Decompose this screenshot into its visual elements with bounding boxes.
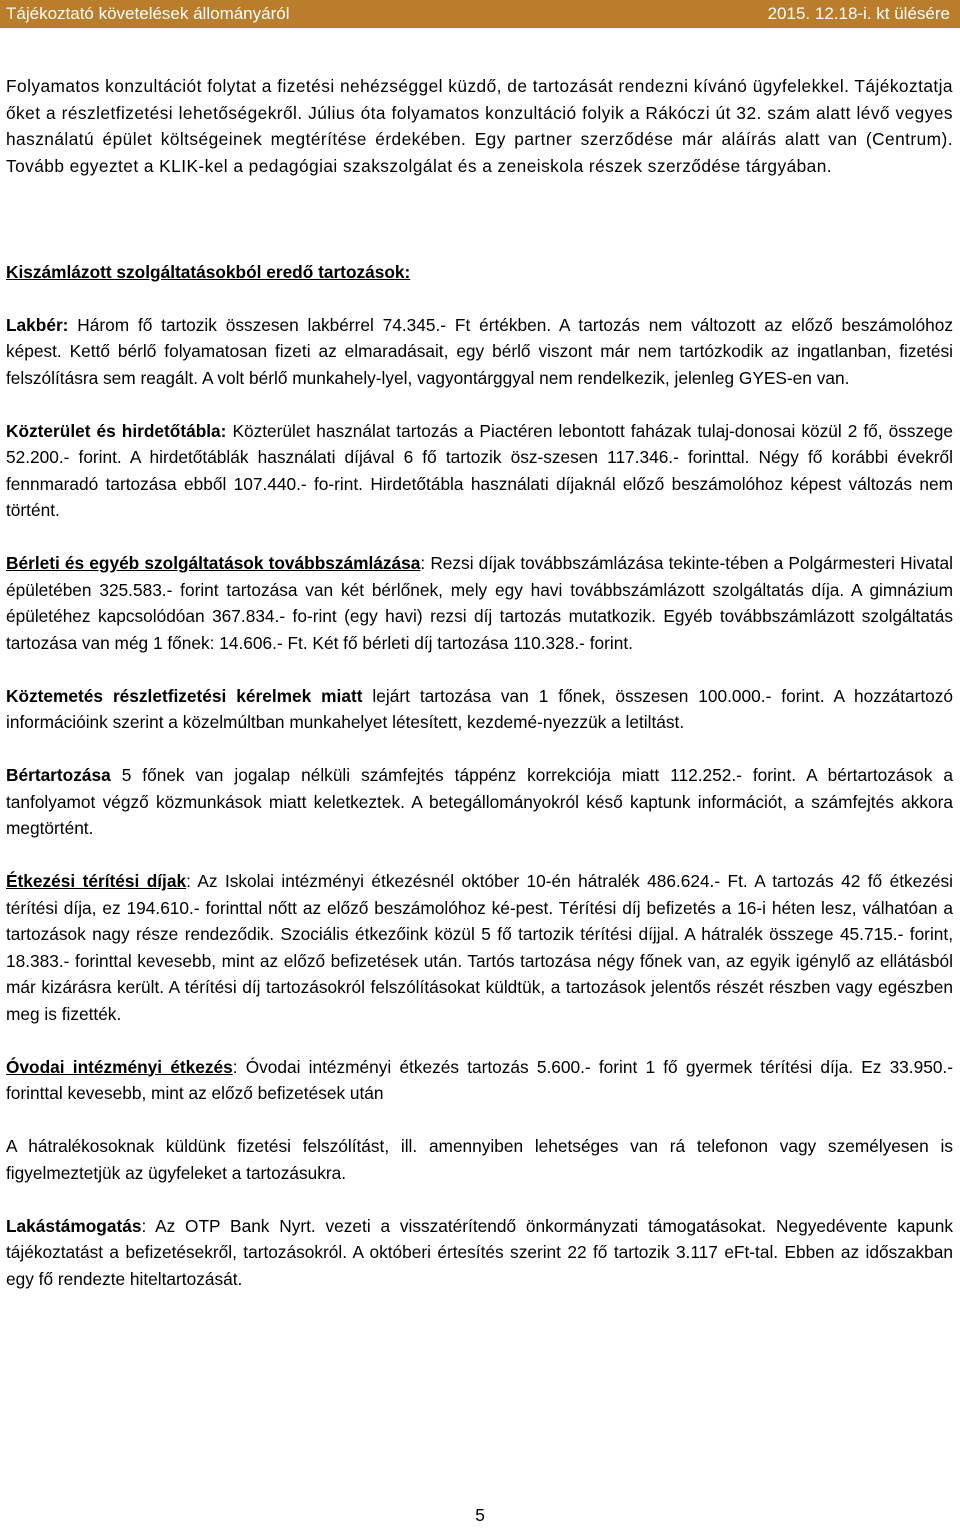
koztemetes-paragraph [6, 683, 953, 736]
ovodai-text: : Óvodai intézményi étkezés tartozás 5.600.- forint 1 fő gyermek térítési díja. Ez 33.950.- forinttal kevesebb, mint az előző befizetések után [6, 1056, 953, 1103]
header-title: Tájékoztató követelések állományáról [6, 4, 290, 23]
bertartozas-paragraph [6, 762, 953, 842]
etkezesi-label: Étkezési térítési díjak [6, 871, 187, 891]
lakastamogatas-paragraph [6, 1213, 953, 1293]
koztemetes-text: lejárt tartozása van 1 főnek, összesen 100.000.- forint. A hozzátartozó információink szerint a közelmúltban munkahelyet létesített, kezdemé-nyezzük a letiltást. [6, 685, 953, 732]
hatralekosok-paragraph: A hátralékosoknak küldünk fizetési felszólítást, ill. amennyiben lehetséges van rá telefonon vagy személyesen is figyelmeztetjük az ügyfeleket a tartozásukra. [6, 1136, 953, 1183]
page-number: 5 [475, 1505, 485, 1525]
lakber-label: Lakbér: [6, 314, 69, 335]
berleti-label: Bérleti és egyéb szolgáltatások továbbszámlázása [6, 553, 421, 573]
berleti-text: : Rezsi díjak továbbszámlázása tekinte-tében a Polgármesteri Hivatal épületében 325.583.- forint tartozása van két bérlőnek, mely egy havi továbbszámlázott szolgáltatás díja. A gimnázium épületéhez kapcsolódóan 367.834.- fo-rint (egy havi) rezsi díj tartozás mutatkozik. Egyéb továbbszámlázott szolgáltatás tartozása van még 1 főnek: 14.606.- Ft. Két fő bérleti díj tartozása 110.328.- forint. [6, 553, 953, 653]
berleti-paragraph [6, 550, 953, 656]
etkezesi-text: : Az Iskolai intézményi étkezésnél október 10-én hátralék 486.624.- Ft. A tartozás 42 fő étkezési térítési díja, ez 194.610.- forinttal nőtt az előző beszámolóhoz ké-pest. Térítési díj befizetés a 16-i héten lesz, válhatóan a tartozások nagy része rendeződik. Szociális étkezőink közül 5 fő tartozik térítési díjjal. A hátralék összege 45.715.- forint, 18.383.- forinttal kevesebb, mint az előző befizetések után. Tartós tartozása négy főnek van, az egyik igénylő az ellátásból már kizárásra került. A térítési díj tartozásokról felszólításokat küldtük, a tartozások jelentős részét részben vagy egészben meg is fizették. [6, 871, 953, 1024]
page-header [0, 0, 960, 28]
lakber-paragraph [6, 312, 953, 392]
lakastamogatas-text: : Az OTP Bank Nyrt. vezeti a visszatérítendő önkormányzati támogatásokat. Negyedévente kapunk tájékoztatást a befizetésekről, tartozásokról. A októberi értesítés szerint 22 fő tartozik 3.117 eFt-tal. Ebben az időszakban egy fő rendezte hiteltartozását. [6, 1215, 953, 1289]
etkezesi-paragraph [6, 868, 953, 1027]
ovodai-paragraph [6, 1054, 953, 1107]
lakber-text: Három fő tartozik összesen lakbérrel 74.345.- Ft értékben. A tartozás nem változott az előző beszámolóhoz képest. Kettő bérlő folyamatosan fizeti az elmaradásait, egy bérlő viszont már nem tartózkodik az ingatlanban, fizetési felszólításra sem reagált. A volt bérlő munkahely-lyel, vagyontárggyal nem rendelkezik, jelenleg GYES-en van. [6, 314, 953, 388]
intro-paragraph: Folyamatos konzultációt folytat a fizetési nehézséggel küzdő, de tartozását rendezni kívánó ügyfelekkel. Tájékoztatja őket a részletfizetési lehetőségekről. Július óta folyamatos konzultáció folyik a Rákóczi út 32. szám alatt lévő vegyes használatú épület költségeinek megtérítése érdekében. Egy partner szerződése már aláírás alatt van (Centrum). Tovább egyeztet a KLIK-kel a pedagógiai szakszolgálat és a zeneiskola részek szerződése tárgyában. [6, 76, 953, 176]
section-heading: Kiszámlázott szolgáltatásokból eredő tartozások: [6, 262, 411, 282]
koztemetes-label: Köztemetés részletfizetési kérelmek miatt [6, 685, 363, 706]
lakastamogatas-label: Lakástámogatás [6, 1215, 142, 1236]
kozterulet-label: Közterület és hirdetőtábla: [6, 420, 227, 441]
header-meeting: 2015. 12.18-i. kt ülésére [767, 4, 950, 23]
ovodai-label: Óvodai intézményi étkezés [6, 1056, 233, 1077]
document-body [6, 73, 953, 1319]
bertartozas-label: Bértartozása [6, 765, 111, 785]
kozterulet-text: Közterület használat tartozás a Piactéren lebontott faházak tulaj-donosai közül 2 fő, összege 52.200.- forint. A hirdetőtáblák használati díjával 6 fő tartozik ösz-szesen 117.346.- forinttal. Négy fő korábbi évekről fennmaradó tartozása ebből 107.440.- fo-rint. Hirdetőtábla használati díjaknál előző beszámolóhoz képest változás nem történt. [6, 420, 953, 520]
bertartozas-text: 5 főnek van jogalap nélküli számfejtés táppénz korrekciója miatt 112.252.- forint. A bértartozások a tanfolyamot végző közmunkások miatt keletkeztek. A betegállományokról késő kaptunk információt, a számfejtés akkora megtörtént. [6, 765, 953, 838]
kozterulet-paragraph [6, 418, 953, 524]
